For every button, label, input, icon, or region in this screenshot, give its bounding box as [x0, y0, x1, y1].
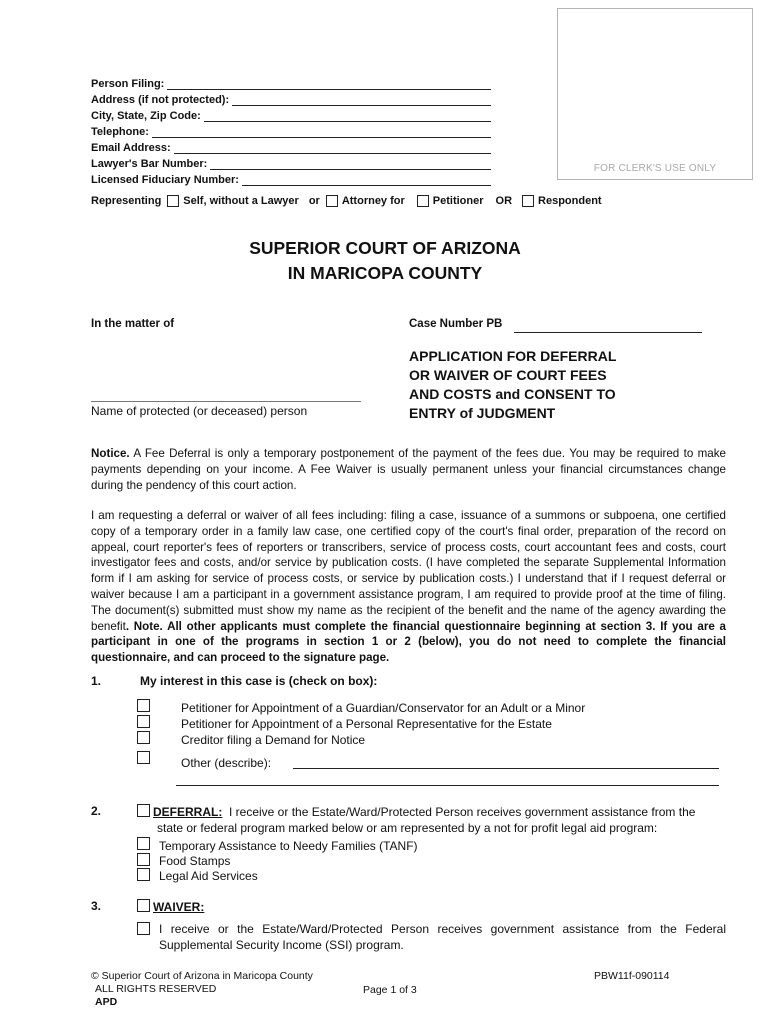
option-personal-rep: Petitioner for Appointment of a Personal Representative for the Estate	[181, 717, 552, 731]
case-number-input-line[interactable]	[514, 332, 702, 333]
email-field[interactable]	[91, 138, 491, 154]
field-line[interactable]	[152, 126, 491, 138]
court-title-line1: SUPERIOR COURT OF ARIZONA	[249, 238, 521, 258]
other-checkbox[interactable]	[137, 751, 150, 764]
footer-rights: ALL RIGHTS RESERVED	[95, 983, 217, 995]
field-line[interactable]	[167, 78, 491, 90]
clerk-use-label: FOR CLERK'S USE ONLY	[593, 163, 717, 174]
waiver-text: I receive or the Estate/Ward/Protected Person receives government assistance from the Federal Supplemental Security Income (SSI) program.	[159, 922, 726, 952]
self-checkbox[interactable]	[167, 195, 179, 207]
protected-person-name-line[interactable]	[91, 401, 361, 402]
tanf-checkbox[interactable]	[137, 837, 150, 850]
or-label: or	[308, 195, 320, 207]
other-describe-line[interactable]	[293, 768, 719, 769]
application-title-line: ENTRY of JUDGMENT	[409, 405, 556, 421]
city-state-zip-field[interactable]	[91, 106, 491, 122]
respondent-checkbox[interactable]	[522, 195, 534, 207]
option-other: Other (describe):	[181, 756, 272, 770]
notice-lead: Notice.	[91, 447, 130, 460]
case-number-label: Case Number PB	[409, 318, 503, 330]
section3-number: 3.	[91, 899, 102, 913]
creditor-checkbox[interactable]	[137, 731, 150, 744]
court-title-line2: IN MARICOPA COUNTY	[287, 263, 483, 283]
section2-number: 2.	[91, 804, 102, 818]
bar-number-field[interactable]	[91, 154, 491, 170]
ssi-checkbox[interactable]	[137, 922, 150, 935]
other-describe-line-2[interactable]	[176, 785, 719, 786]
attorney-checkbox[interactable]	[326, 195, 338, 207]
deferral-line1	[153, 804, 695, 820]
option-legal-aid: Legal Aid Services	[159, 869, 258, 883]
application-title	[409, 347, 669, 423]
application-title-line: AND COSTS and CONSENT TO	[409, 386, 616, 402]
waiver-checkbox[interactable]	[137, 899, 150, 912]
footer-copyright: © Superior Court of Arizona in Maricopa County	[91, 970, 313, 982]
field-label: City, State, Zip Code:	[91, 110, 201, 122]
field-line[interactable]	[174, 142, 491, 154]
field-label: Telephone:	[91, 126, 149, 138]
option-guardian: Petitioner for Appointment of a Guardian/Conservator for an Adult or a Minor	[181, 701, 586, 715]
notice-paragraph	[91, 446, 726, 493]
guardian-checkbox[interactable]	[137, 699, 150, 712]
self-label: Self, without a Lawyer	[183, 195, 299, 207]
waiver-heading: WAIVER:	[153, 900, 205, 914]
person-filing-field[interactable]	[91, 74, 491, 90]
address-field[interactable]	[91, 90, 491, 106]
fiduciary-number-field[interactable]	[91, 170, 491, 186]
matter-label: In the matter of	[91, 318, 175, 330]
field-label: Address (if not protected):	[91, 94, 230, 106]
footer-page-number: Page 1 of 3	[363, 984, 417, 996]
field-line[interactable]	[210, 158, 491, 170]
field-label: Licensed Fiduciary Number:	[91, 174, 239, 186]
option-creditor: Creditor filing a Demand for Notice	[181, 733, 366, 747]
field-label: Email Address:	[91, 142, 171, 154]
representing-row	[91, 195, 602, 207]
telephone-field[interactable]	[91, 122, 491, 138]
application-title-line: OR WAIVER OF COURT FEES	[409, 367, 607, 383]
field-line[interactable]	[204, 110, 491, 122]
legal-aid-checkbox[interactable]	[137, 868, 150, 881]
respondent-label: Respondent	[538, 195, 602, 207]
notice-text: A Fee Deferral is only a temporary postponement of the payment of the fees due. You may be required to make payments depending on your income. A Fee Waiver is usually permanent unless your financial circumstances change during the pendency of this court action.	[91, 447, 726, 492]
request-note: . Note. All other applicants must complete the financial questionnaire beginning at section 3. If you are a participant in one of the programs in section 1 or 2 (below), you do not need to complete the financial questionnaire, and can proceed to the signature page.	[91, 619, 726, 665]
deferral-text-1: I receive or the Estate/Ward/Protected Person receives government assistance from the	[229, 805, 696, 819]
deferral-checkbox[interactable]	[137, 804, 150, 817]
or-label-2: OR	[495, 195, 513, 207]
field-line[interactable]	[232, 94, 491, 106]
application-title-line: APPLICATION FOR DEFERRAL	[409, 348, 617, 364]
petitioner-checkbox[interactable]	[417, 195, 429, 207]
request-paragraph	[91, 508, 726, 666]
option-tanf: Temporary Assistance to Needy Families (TANF)	[159, 839, 418, 853]
field-line[interactable]	[242, 174, 491, 186]
request-text: I am requesting a deferral or waiver of all fees including: filing a case, issuance of a summons or subpoena, one certified copy of a temporary order in a family law case, one certified copy of the court's final order, preparation of the record on appeal, court reporter's fees of reporters or transcribers, service of process costs, court accountant fees and costs, court investigator fees and costs, and/or service by publication costs. (I have completed the separate Supplemental Information form if I am asking for service of process costs, or service by publication costs.) I understand that if I request deferral or waiver because I am a participant in a government assistance program, I am required to provide proof at the time of filing. The document(s) submitted must show my name as the recipient of the benefit and the name of the agency awarding the benefit	[91, 509, 726, 633]
section1-number: 1.	[91, 674, 102, 688]
representing-label: Representing	[91, 195, 162, 207]
personal-rep-checkbox[interactable]	[137, 715, 150, 728]
field-label: Lawyer's Bar Number:	[91, 158, 208, 170]
section1-heading: My interest in this case is (check on box):	[140, 674, 378, 688]
protected-person-label: Name of protected (or deceased) person	[91, 404, 308, 418]
clerk-use-box	[557, 8, 753, 180]
footer-code: APD	[95, 996, 118, 1008]
footer-form-id: PBW11f-090114	[594, 970, 670, 982]
field-label: Person Filing:	[91, 78, 165, 90]
deferral-heading: DEFERRAL:	[153, 805, 223, 819]
attorney-label: Attorney for	[341, 195, 405, 207]
petitioner-label: Petitioner	[432, 195, 484, 207]
food-stamps-checkbox[interactable]	[137, 853, 150, 866]
deferral-text-2: state or federal program marked below or am represented by a not for profit legal aid program:	[157, 821, 658, 835]
option-food-stamps: Food Stamps	[159, 854, 231, 868]
